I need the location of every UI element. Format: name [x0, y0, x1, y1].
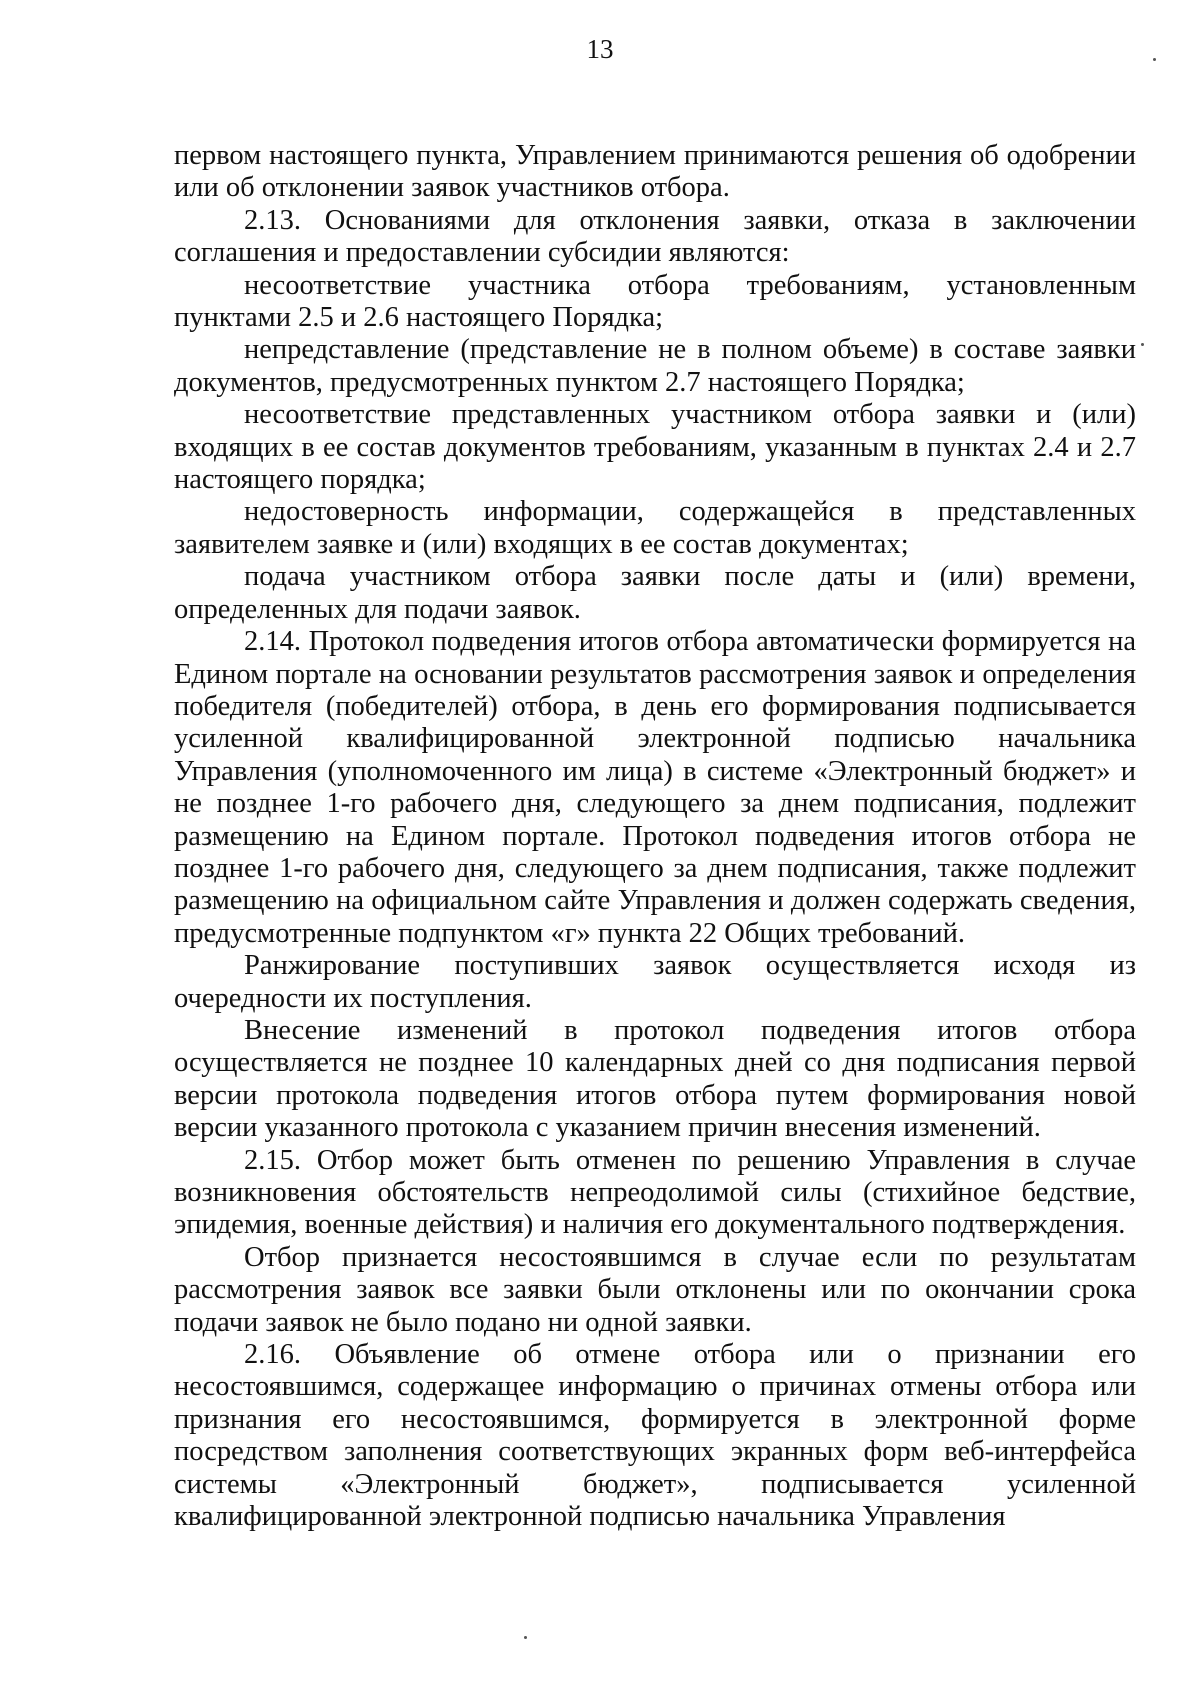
paragraph-2-13: 2.13. Основаниями для отклонения заявки, отказа в заключении соглашения и предоставлении субсидии являются: [174, 204, 1136, 269]
paragraph-selection-failed: Отбор признается несостоявшимся в случае если по результатам рассмотрения заявок все заявки были отклонены или по окончании срока подачи заявок не было подано ни одной заявки. [174, 1241, 1136, 1338]
paragraph-2-14: 2.14. Протокол подведения итогов отбора автоматически формируется на Едином портале на основании результатов рассмотрения заявок и определения победителя (победителей) отбора, в день его формирования подписывается усиленной квалифицированной электронной подписью начальника Управления (уполномоченного им лица) в системе «Электронный бюджет» и не позднее 1-го рабочего дня, следующего за днем подписания, подлежит размещению на Едином портале. Протокол подведения итогов отбора не позднее 1-го рабочего дня, следующего за днем подписания, также подлежит размещению на официальном сайте Управления и должен содержать сведения, предусмотренные подпунктом «г» пункта 22 Общих требований. [174, 626, 1136, 949]
page-number: 13 [586, 34, 614, 64]
scan-speck [1141, 343, 1144, 346]
paragraph-list-item-2: непредставление (представление не в полном объеме) в составе заявки документов, предусмотренных пунктом 2.7 настоящего Порядка; [174, 334, 1136, 398]
paragraph-list-item-3: несоответствие представленных участником отбора заявки и (или) входящих в ее состав документов требованиям, указанным в пунктах 2.4 и 2.7 настоящего порядка; [174, 399, 1136, 496]
paragraph-protocol-changes: Внесение изменений в протокол подведения итогов отбора осуществляется не позднее 10 календарных дней со дня подписания первой версии протокола подведения итогов отбора путем формирования новой версии указанного протокола с указанием причин внесения изменений. [174, 1014, 1136, 1144]
paragraph-continuation: первом настоящего пункта, Управлением принимаются решения об одобрении или об отклонении заявок участников отбора. [174, 140, 1136, 204]
paragraph-list-item-1: несоответствие участника отбора требованиям, установленным пунктами 2.5 и 2.6 настоящего Порядка; [174, 269, 1136, 334]
paragraph-list-item-4: недостоверность информации, содержащейся в представленных заявителем заявке и (или) входящих в ее состав документах; [174, 496, 1136, 560]
paragraph-2-16: 2.16. Объявление об отмене отбора или о признании его несостоявшимся, содержащее информацию о причинах отмены отбора или признания его несостоявшимся, формируется в электронной форме посредством заполнения соответствующих экранных форм веб-интерфейса системы «Электронный бюджет», подписывается усиленной квалифицированной электронной подписью начальника Управления [174, 1339, 1136, 1533]
scan-speck [524, 1636, 527, 1639]
scan-speck [1153, 58, 1156, 61]
paragraph-2-15: 2.15. Отбор может быть отменен по решению Управления в случае возникновения обстоятельств непреодолимой силы (стихийное бедствие, эпидемия, военные действия) и наличия его документального подтверждения. [174, 1144, 1136, 1241]
paragraph-list-item-5: подача участником отбора заявки после даты и (или) времени, определенных для подачи заявок. [174, 561, 1136, 625]
paragraph-ranking: Ранжирование поступивших заявок осуществляется исходя из очередности их поступления. [174, 950, 1136, 1014]
document-body [174, 140, 1136, 1533]
